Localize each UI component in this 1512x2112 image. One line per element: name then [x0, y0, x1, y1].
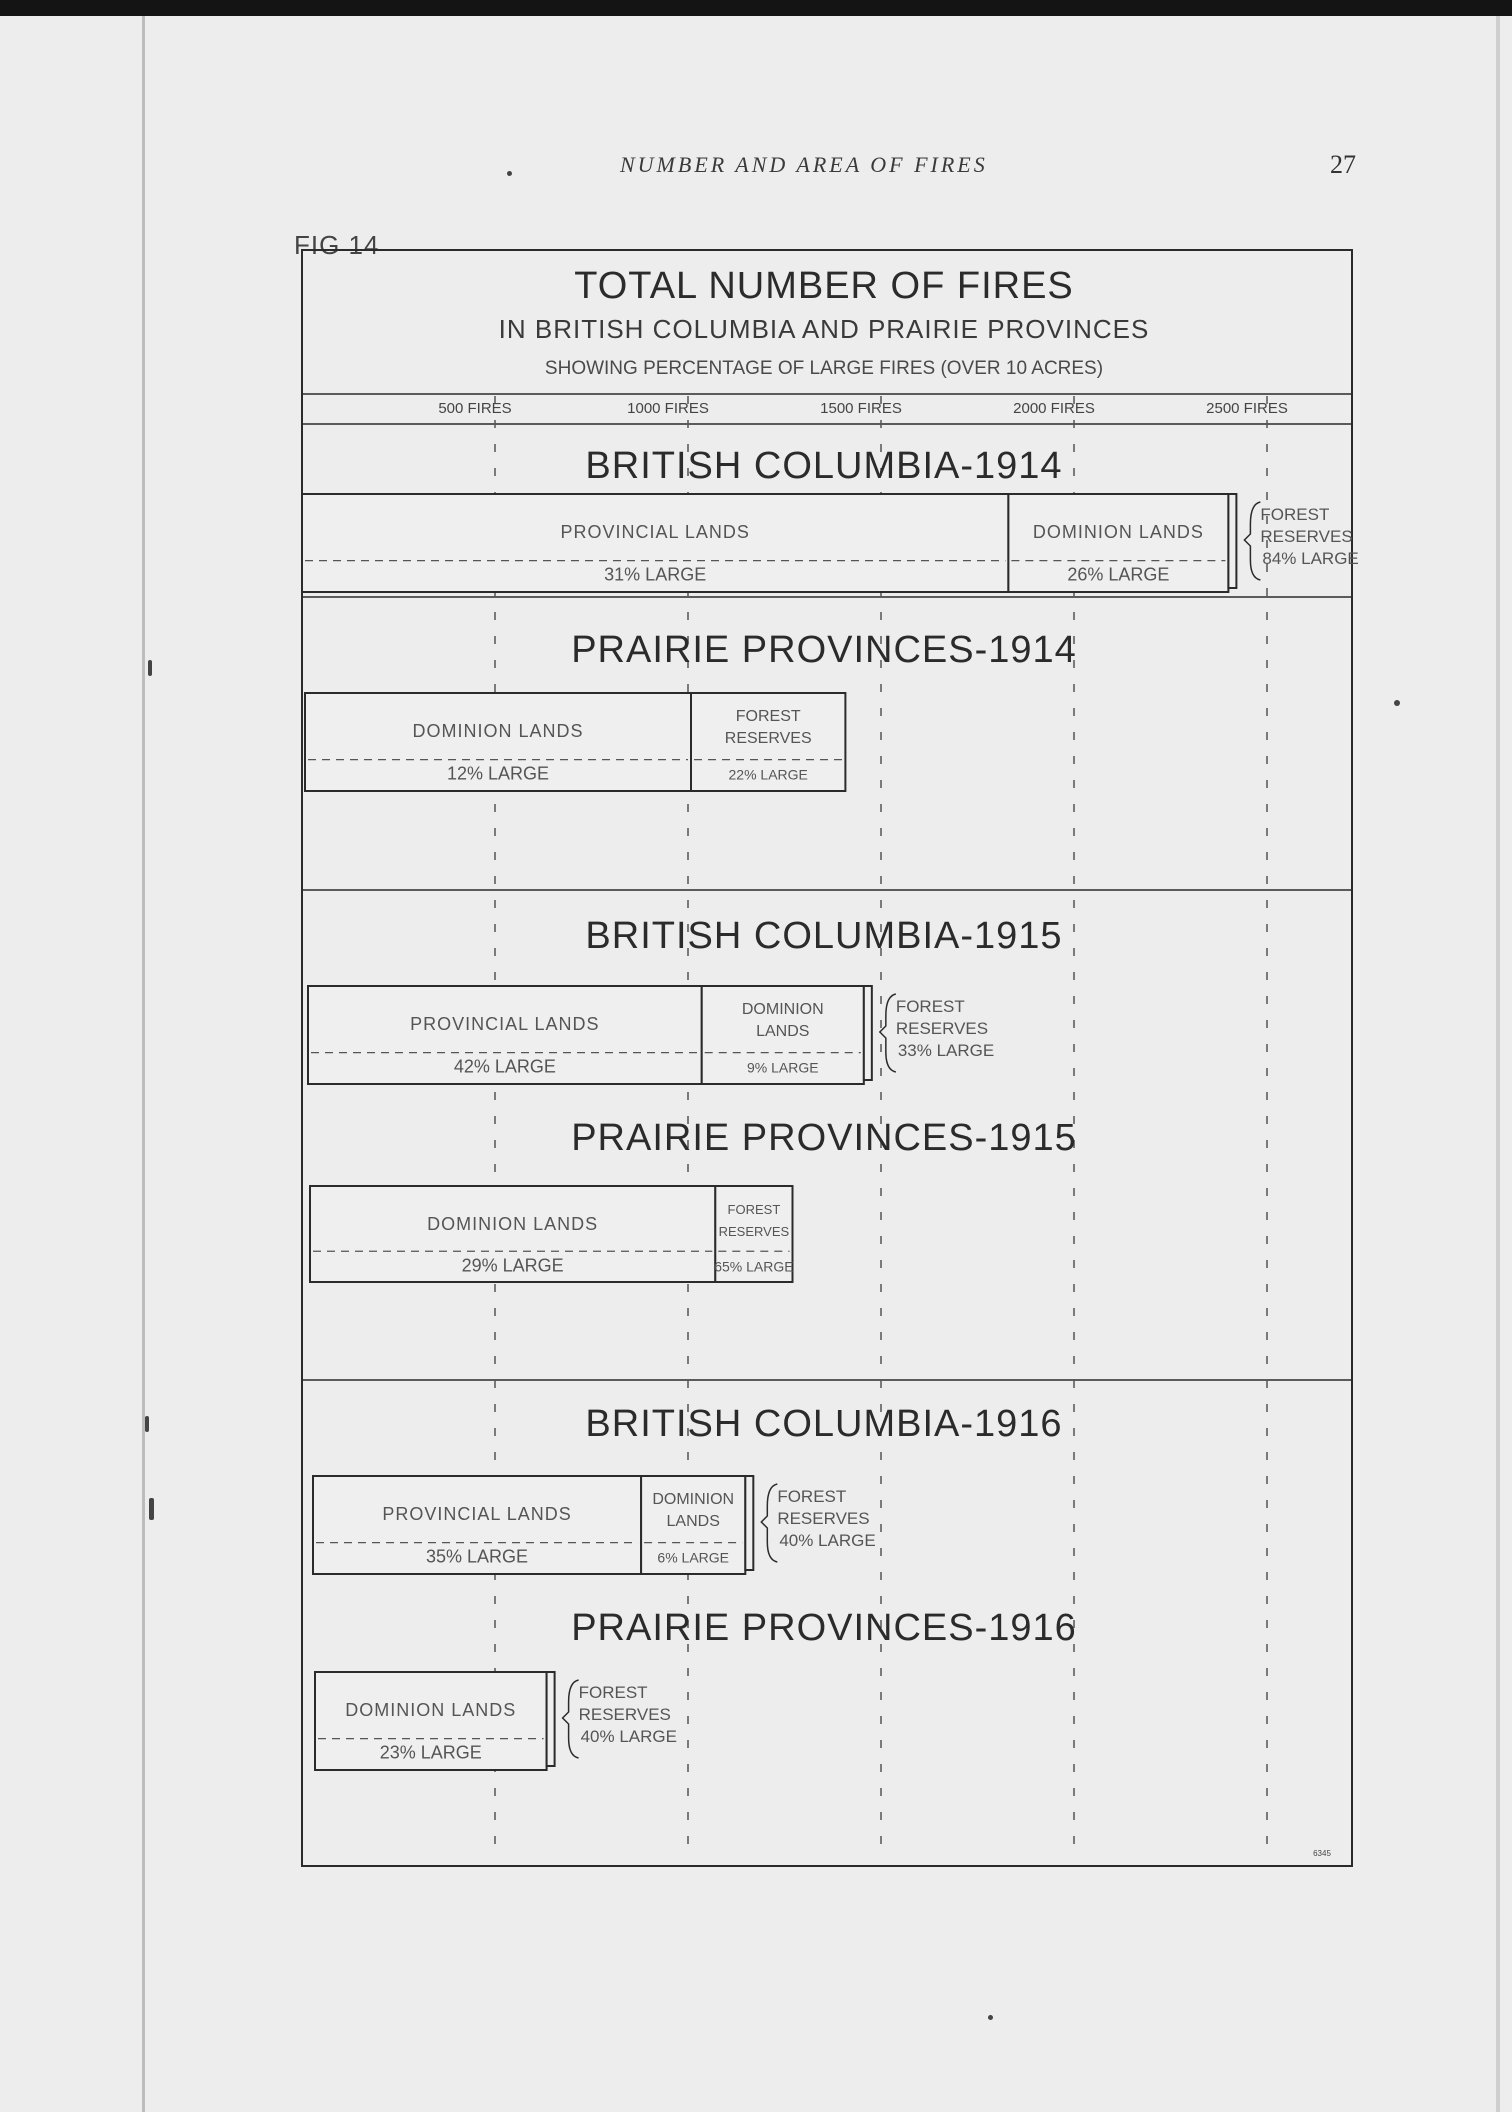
bar-segment: [547, 1672, 555, 1766]
segment-name: LANDS: [756, 1023, 810, 1040]
segment-large-label: 42% LARGE: [453, 1056, 556, 1077]
segment-large-label: 65% LARGE: [714, 1258, 794, 1275]
segment-name: RESERVES: [718, 1224, 790, 1239]
outside-segment-name: RESERVES: [1260, 527, 1353, 546]
outside-segment-name: FOREST: [578, 1683, 648, 1702]
segment-name: RESERVES: [724, 730, 812, 747]
segment-name: DOMINION: [741, 1001, 824, 1018]
figure-label: FIG 14: [294, 230, 380, 260]
segment-large-label: 40% LARGE: [580, 1727, 677, 1746]
bar-segment: [745, 1476, 753, 1570]
annotation-bracket: [1244, 502, 1260, 580]
segment-name: FOREST: [735, 708, 801, 725]
segment-name: DOMINION: [652, 1491, 735, 1508]
segment-name: PROVINCIAL LANDS: [410, 1014, 600, 1034]
segment-large-label: 29% LARGE: [461, 1255, 564, 1276]
segment-large-label: 84% LARGE: [1262, 549, 1359, 568]
bar-segment: [1228, 494, 1236, 588]
segment-name: DOMINION LANDS: [427, 1214, 599, 1234]
outside-segment-name: RESERVES: [578, 1705, 671, 1724]
page-number: 27: [1330, 150, 1356, 179]
annotation-bracket: [563, 1680, 579, 1758]
outside-segment-name: FOREST: [895, 997, 965, 1016]
printer-mark: 6345: [1313, 1849, 1331, 1858]
bar-segment: [864, 986, 872, 1080]
outside-segment-name: FOREST: [777, 1487, 847, 1506]
panel-heading: PRAIRIE PROVINCES-1914: [571, 629, 1077, 671]
segment-name: DOMINION LANDS: [412, 721, 584, 741]
segment-name: DOMINION LANDS: [1032, 522, 1204, 542]
segment-large-label: 23% LARGE: [379, 1742, 482, 1763]
panel-heading: BRITISH COLUMBIA-1915: [585, 915, 1063, 957]
segment-large-label: 9% LARGE: [746, 1059, 819, 1076]
outside-segment-name: RESERVES: [895, 1019, 989, 1038]
x-tick-label: 1000 FIRES: [627, 400, 709, 417]
x-tick-label: 2500 FIRES: [1206, 400, 1288, 417]
segment-name: LANDS: [666, 1513, 720, 1530]
segment-name: PROVINCIAL LANDS: [382, 1504, 572, 1524]
panel-heading: PRAIRIE PROVINCES-1916: [571, 1607, 1077, 1649]
x-tick-label: 1500 FIRES: [820, 400, 902, 417]
segment-name: FOREST: [727, 1202, 781, 1217]
segment-large-label: 40% LARGE: [779, 1531, 876, 1550]
segment-large-label: 35% LARGE: [426, 1546, 529, 1567]
segment-large-label: 12% LARGE: [446, 763, 550, 784]
outside-segment-name: RESERVES: [777, 1509, 870, 1528]
segment-large-label: 22% LARGE: [728, 766, 808, 783]
x-tick-label: 500 FIRES: [438, 400, 512, 417]
segment-large-label: 6% LARGE: [657, 1549, 730, 1566]
annotation-bracket: [880, 994, 896, 1072]
panel-heading: PRAIRIE PROVINCES-1915: [571, 1117, 1077, 1159]
chart-note: SHOWING PERCENTAGE OF LARGE FIRES (OVER 10 ACRES): [544, 358, 1104, 379]
annotation-bracket: [761, 1484, 777, 1562]
running-head: NUMBER AND AREA OF FIRES: [620, 152, 988, 177]
panel-heading: BRITISH COLUMBIA-1914: [585, 445, 1063, 487]
segment-large-label: 33% LARGE: [897, 1041, 995, 1060]
outside-segment-name: FOREST: [1260, 505, 1330, 524]
segment-large-label: 26% LARGE: [1067, 564, 1170, 585]
segment-large-label: 31% LARGE: [604, 564, 707, 585]
segment-name: DOMINION LANDS: [345, 1700, 517, 1720]
segment-name: PROVINCIAL LANDS: [560, 522, 750, 542]
chart-subtitle: IN BRITISH COLUMBIA AND PRAIRIE PROVINCES: [498, 314, 1150, 344]
panel-heading: BRITISH COLUMBIA-1916: [585, 1403, 1063, 1445]
x-tick-label: 2000 FIRES: [1013, 400, 1095, 417]
chart-title: TOTAL NUMBER OF FIRES: [574, 265, 1074, 307]
